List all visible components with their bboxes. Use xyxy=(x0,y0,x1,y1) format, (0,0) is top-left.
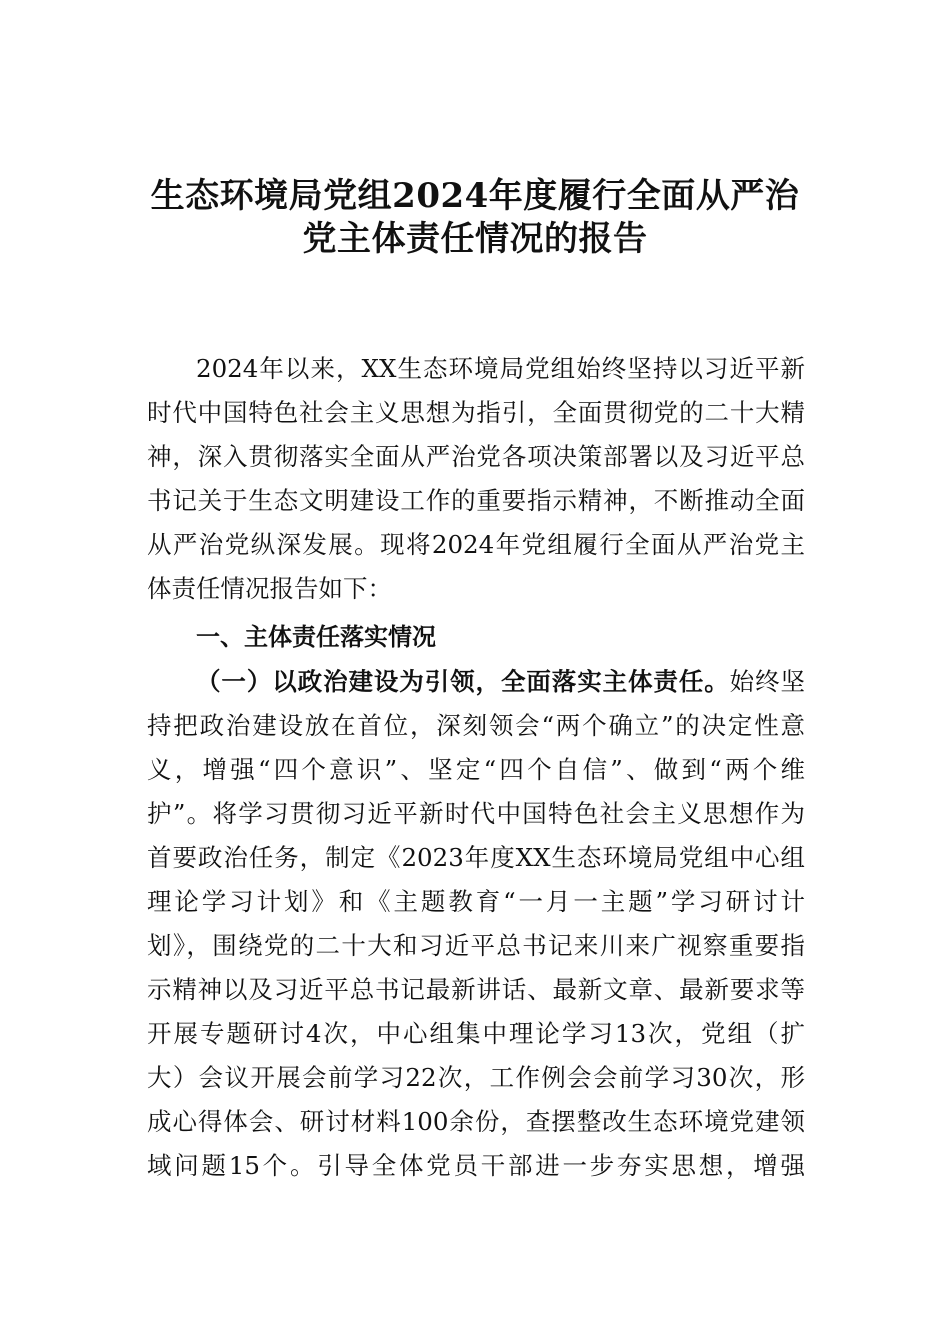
subsection-paragraph-line: 成心得体会、研讨材料100余份，查摆整改生态环境党建领 xyxy=(147,1107,805,1136)
document-title-line-2: 党主体责任情况的报告 xyxy=(302,219,648,259)
subsection-paragraph-line: 大）会议开展会前学习22次，工作例会会前学习30次，形 xyxy=(147,1063,805,1092)
intro-paragraph-line: 书记关于生态文明建设工作的重要指示精神，不断推动全面 xyxy=(147,486,805,515)
subsection-paragraph-line: 示精神以及习近平总书记最新讲话、最新文章、最新要求等 xyxy=(147,975,805,1004)
subsection-first-line xyxy=(196,660,805,704)
subsection-paragraph-line: 开展专题研讨4次，中心组集中理论学习13次，党组（扩 xyxy=(147,1019,805,1048)
subsection-heading: （一）以政治建设为引领，全面落实主体责任。 xyxy=(196,667,730,696)
subsection-paragraph-line: 持把政治建设放在首位，深刻领会“两个确立”的决定性意 xyxy=(147,711,805,740)
subsection-paragraph-line: 护”。将学习贯彻习近平新时代中国特色社会主义思想作为 xyxy=(147,799,805,828)
intro-paragraph-line: 体责任情况报告如下： xyxy=(147,574,392,603)
intro-paragraph-line: 神，深入贯彻落实全面从严治党各项决策部署以及习近平总 xyxy=(147,442,805,471)
subsection-first-line-rest: 始终坚 xyxy=(729,667,805,696)
document-title-line-1: 生态环境局党组2024年度履行全面从严治 xyxy=(150,176,800,216)
intro-paragraph-line: 时代中国特色社会主义思想为指引，全面贯彻党的二十大精 xyxy=(147,398,805,427)
subsection-paragraph-line: 域问题15个。引导全体党员干部进一步夯实思想，增强 xyxy=(147,1151,805,1180)
subsection-paragraph-line: 理论学习计划》和《主题教育“一月一主题”学习研讨计 xyxy=(147,887,805,916)
subsection-paragraph-line: 首要政治任务，制定《2023年度XX生态环境局党组中心组 xyxy=(147,843,805,872)
subsection-paragraph-line: 义，增强“四个意识”、坚定“四个自信”、做到“两个维 xyxy=(147,755,805,784)
subsection-paragraph-line: 划》，围绕党的二十大和习近平总书记来川来广视察重要指 xyxy=(147,931,805,960)
section-heading: 一、主体责任落实情况 xyxy=(196,623,436,651)
intro-paragraph-line: 2024年以来，XX生态环境局党组始终坚持以习近平新 xyxy=(196,354,805,383)
intro-paragraph-line: 从严治党纵深发展。现将2024年党组履行全面从严治党主 xyxy=(147,530,805,559)
